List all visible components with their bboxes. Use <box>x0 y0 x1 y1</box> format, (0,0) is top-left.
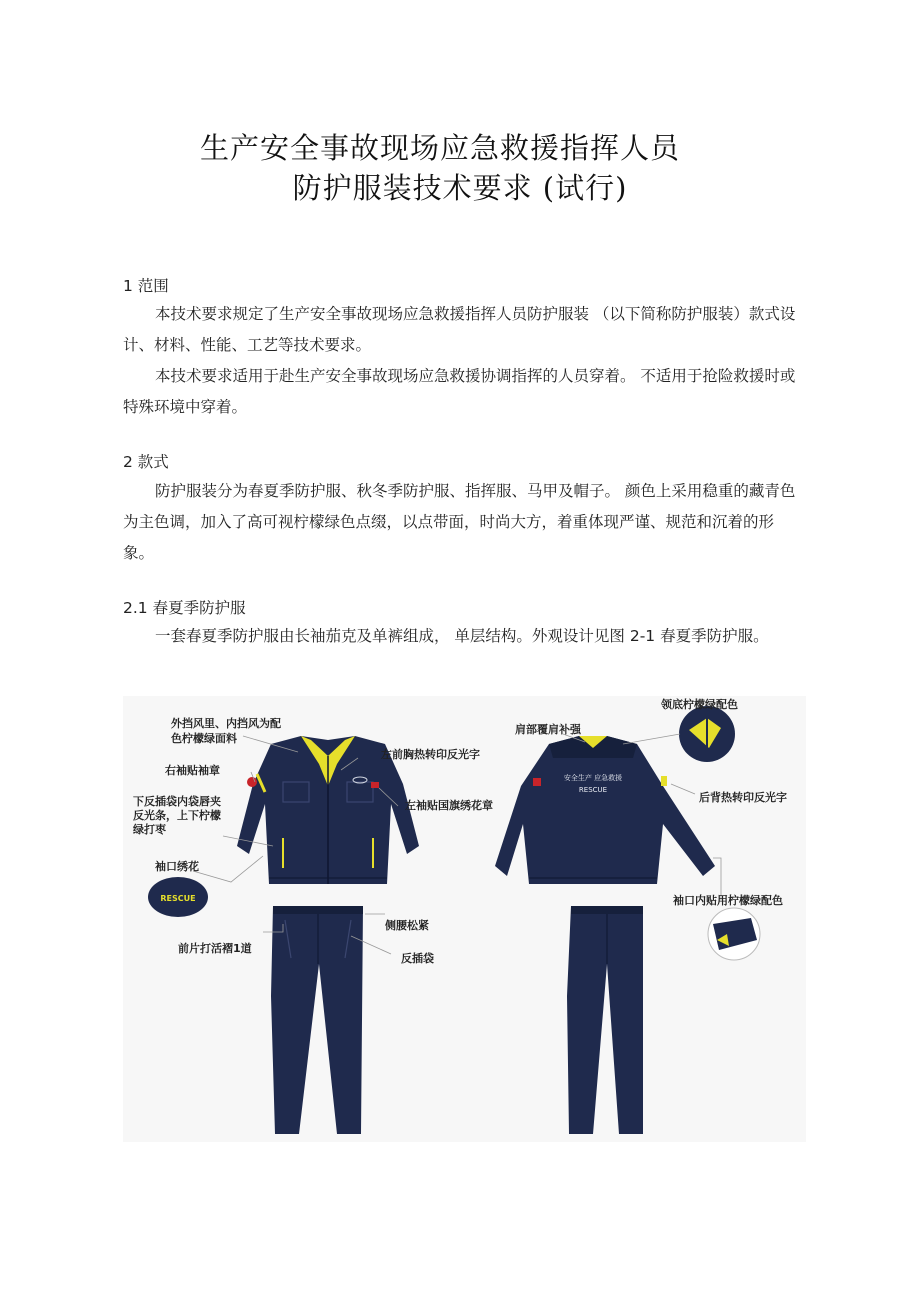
section-1-body <box>123 299 803 423</box>
section-2-para-1: 防护服装分为春夏季防护服、秋冬季防护服、指挥服、马甲及帽子。 颜色上采用稳重的藏青色为主色调，加入了高可视柠檬绿色点缀，以点带面，时尚大方，着重体现严谨、规范和沉着的形象。 <box>123 482 796 562</box>
callout-cuff-embroidery: 袖口绣花 <box>155 860 199 873</box>
cuff-rescue-text: RESCUE <box>160 894 196 903</box>
callout-lower-pocket-2: 反光条，上下柠檬 <box>133 809 221 822</box>
back-jacket <box>495 736 715 884</box>
right-sleeve-badge <box>247 777 257 787</box>
back-rescue-text: RESCUE <box>578 786 608 794</box>
section-1-para-1: 本技术要求规定了生产安全事故现场应急救援指挥人员防护服装 （以下简称防护服装）款式设计、材料、性能、工艺等技术要求。 <box>123 305 796 354</box>
section-2-1-heading: 2.1 春夏季防护服 <box>123 599 246 617</box>
doc-title-line1: 生产安全事故现场应急救援指挥人员 <box>199 131 680 165</box>
front-trousers <box>271 906 363 1134</box>
section-1-heading: 1 范围 <box>123 277 169 295</box>
callout-right-sleeve: 右袖贴袖章 <box>165 764 220 777</box>
back-text-line1: 安全生产 应急救援 <box>563 774 623 782</box>
callout-cuff-inner-color: 袖口内贴用柠檬绿配色 <box>673 894 783 907</box>
section-2-body <box>123 476 803 569</box>
doc-title-line2: 防护服装技术要求 (试行) <box>292 171 628 205</box>
uniform-illustration <box>123 696 806 1142</box>
callout-outer-flap-2: 色柠檬绿面料 <box>171 732 237 745</box>
callout-front-pleat: 前片打活褶1道 <box>178 942 252 955</box>
back-trousers <box>567 906 643 1134</box>
callout-left-sleeve-flag: 左袖贴国旗绣花章 <box>405 799 493 812</box>
section-2-1-body <box>123 621 803 652</box>
callout-collar-color: 领底柠檬绿配色 <box>661 698 738 711</box>
callout-shoulder-patch: 肩部覆肩补强 <box>515 723 581 736</box>
callout-reverse-pocket: 反插袋 <box>401 952 434 965</box>
callout-left-chest: 左前胸热转印反光字 <box>381 748 480 761</box>
section-1-para-2: 本技术要求适用于赴生产安全事故现场应急救援协调指挥的人员穿着。 不适用于抢险救援时或特殊环境中穿着。 <box>123 367 796 416</box>
callout-side-waist: 侧腰松紧 <box>385 919 429 932</box>
flag-patch <box>371 782 379 788</box>
section-2-heading: 2 款式 <box>123 453 169 471</box>
callout-lower-pocket-3: 绿打枣 <box>133 823 166 836</box>
figure-2-1-uniform <box>123 696 806 1142</box>
callout-back-reflective: 后背热转印反光字 <box>699 791 787 804</box>
callout-lower-pocket-1: 下反插袋内袋唇夹 <box>133 795 221 808</box>
section-2-1-para-1: 一套春夏季防护服由长袖茄克及单裤组成， 单层结构。外观设计见图 2-1 春夏季防护服。 <box>155 627 769 645</box>
callout-outer-flap-1: 外挡风里、内挡风为配 <box>171 717 281 730</box>
